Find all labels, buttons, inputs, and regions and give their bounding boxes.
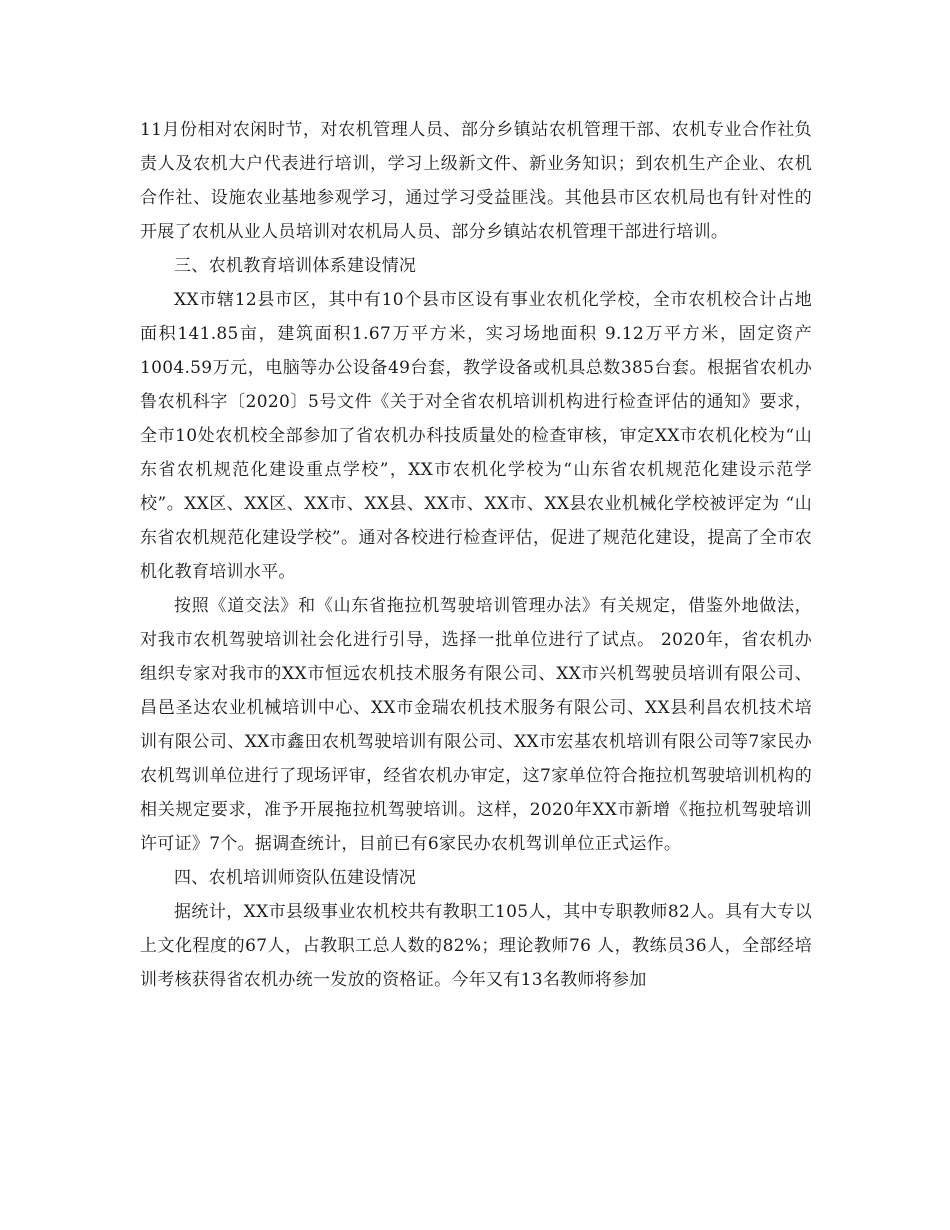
paragraph-schools: XX市辖12县市区，其中有10个县市区设有事业农机化学校，全市农机校合计占地面积141.85亩，建筑面积1.67万平方米，实习场地面积 9.12万平方米，固定资产1004.59万元，电脑等办公设备49台套，教学设备或机具总数385台套。根据省农机办鲁农机科字〔2020〕5号文件《关于对全省农机培训机构进行检查评估的通知》要求，全市10处农机校全部参加了省农机办科技质量处的检查审核，审定XX市农机化校为“山东省农机规范化建设重点学校”，XX市农机化学校为“山东省农机规范化建设示范学校”。XX区、XX区、XX市、XX县、XX市、XX市、XX县农业机械化学校被评定为 “山东省农机规范化建设学校”。通对各校进行检查评估，促进了规范化建设，提高了全市农机化教育培训水平。 — [140, 290, 812, 582]
paragraph-driving-training: 按照《道交法》和《山东省拖拉机驾驶培训管理办法》有关规定，借鉴外地做法，对我市农机驾驶培训社会化进行引导，选择一批单位进行了试点。 2020年，省农机办组织专家对我市的XX市恒远农机技术服务有限公司、XX市兴机驾驶员培训有限公司、昌邑圣达农业机械培训中心、XX市金瑞农机技术服务有限公司、XX县利昌农机技术培训有限公司、XX市鑫田农机驾驶培训有限公司、XX市宏基农机培训有限公司等7家民办农机驾训单位进行了现场评审，经省农机办审定，这7家单位符合拖拉机驾驶培训机构的相关规定要求，准予开展拖拉机驾驶培训。这样，2020年XX市新增《拖拉机驾驶培训许可证》7个。据调查统计，目前已有6家民办农机驾训单位正式运作。 — [140, 596, 812, 854]
section-heading-4: 四、农机培训师资队伍建设情况 — [174, 868, 417, 888]
section-heading-3: 三、农机教育培训体系建设情况 — [174, 256, 417, 276]
document-body — [140, 113, 812, 997]
paragraph-continuation: 11月份相对农闲时节，对农机管理人员、部分乡镇站农机管理干部、农机专业合作社负责人及农机大户代表进行培训，学习上级新文件、新业务知识；到农机生产企业、农机合作社、设施农业基地参观学习，通过学习受益匪浅。其他县市区农机局也有针对性的开展了农机从业人员培训对农机局人员、部分乡镇站农机管理干部进行培训。 — [140, 120, 812, 242]
paragraph-teachers: 据统计，XX市县级事业农机校共有教职工105人，其中专职教师82人。具有大专以上文化程度的67人，占教职工总人数的82%；理论教师76 人，教练员36人，全部经培训考核获得省农机办统一发放的资格证。今年又有13名教师将参加 — [140, 902, 812, 990]
